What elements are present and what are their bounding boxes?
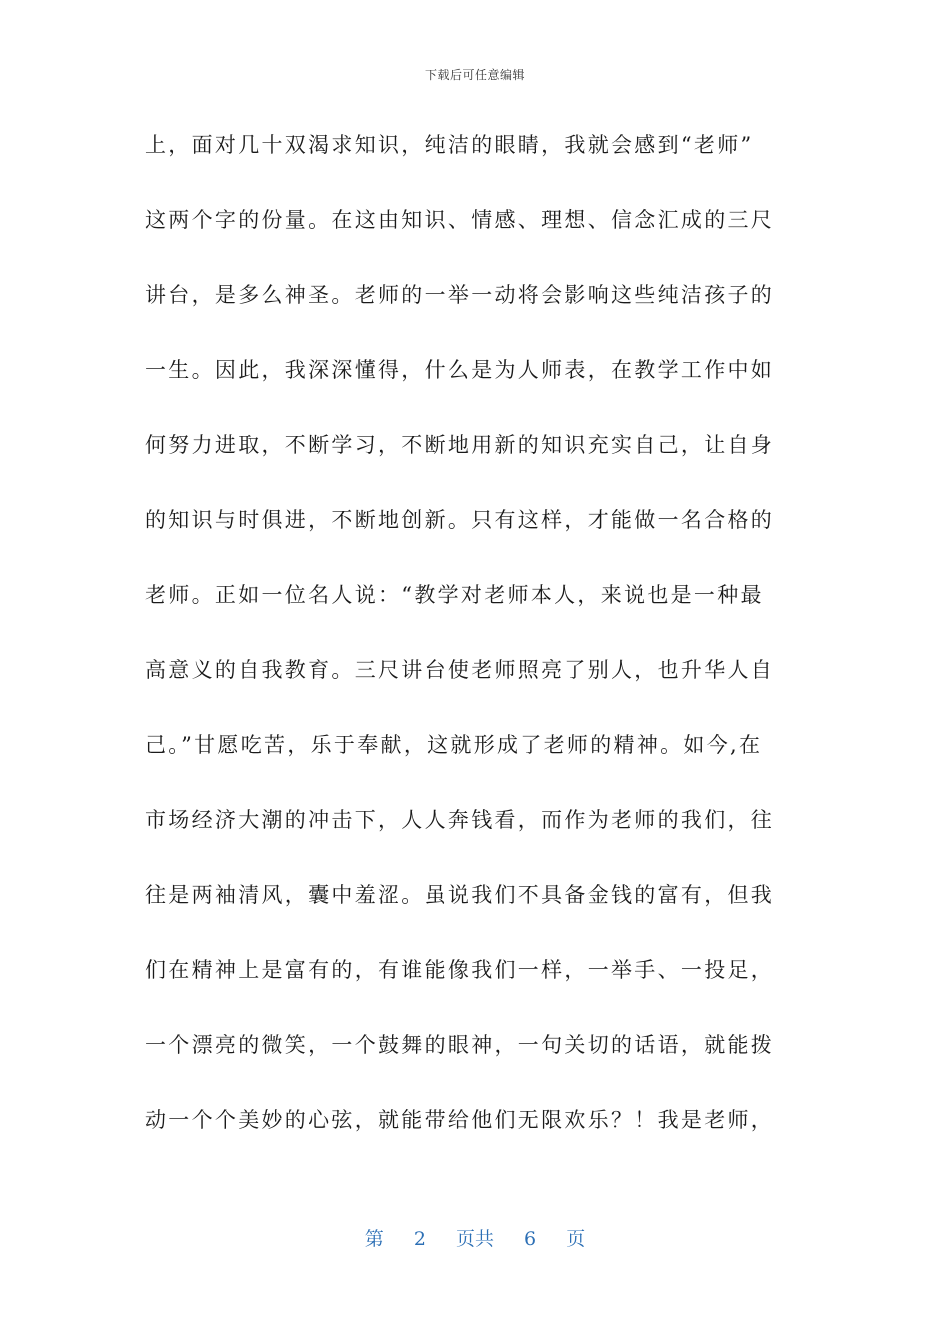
body-line: 上，面对几十双渴求知识，纯洁的眼睛，我就会感到“老师” (145, 133, 754, 157)
body-line: 往是两袖清风，囊中羞涩。虽说我们不具备金钱的富有，但我 (145, 883, 775, 907)
body-line: 动一个个美妙的心弦，就能带给他们无限欢乐？！我是老师， (145, 1108, 775, 1132)
body-line: 们在精神上是富有的，有谁能像我们一样，一举手、一投足， (145, 958, 775, 982)
body-line: 讲台，是多么神圣。老师的一举一动将会影响这些纯洁孩子的 (145, 283, 775, 307)
body-line: 市场经济大潮的冲击下，人人奔钱看，而作为老师的我们，往 (145, 808, 775, 832)
footer-prefix: 第 (364, 1228, 384, 1250)
document-body (145, 118, 815, 1168)
body-line: 一个漂亮的微笑，一个鼓舞的眼神，一句关切的话语，就能拨 (145, 1033, 775, 1057)
body-line: 一生。因此，我深深懂得，什么是为人师表，在教学工作中如 (145, 358, 775, 382)
footer-middle: 页共 (455, 1228, 494, 1250)
body-line: 这两个字的份量。在这由知识、情感、理想、信念汇成的三尺 (145, 208, 775, 232)
body-line: 高意义的自我教育。三尺讲台使老师照亮了别人，也升华人自 (145, 658, 775, 682)
page-header (0, 66, 950, 83)
page-footer (0, 1224, 950, 1251)
total-pages-number: 6 (524, 1228, 537, 1250)
body-line: 老师。正如一位名人说：“教学对老师本人，来说也是一种最 (145, 583, 764, 607)
body-line: 的知识与时俱进，不断地创新。只有这样，才能做一名合格的 (145, 508, 775, 532)
body-line: 己。”甘愿吃苦，乐于奉献，这就形成了老师的精神。如今,在 (145, 733, 763, 757)
body-line: 何努力进取，不断学习，不断地用新的知识充实自己，让自身 (145, 433, 775, 457)
footer-suffix: 页 (566, 1228, 586, 1250)
header-text: 下载后可任意编辑 (424, 68, 525, 82)
current-page-number: 2 (413, 1228, 426, 1250)
